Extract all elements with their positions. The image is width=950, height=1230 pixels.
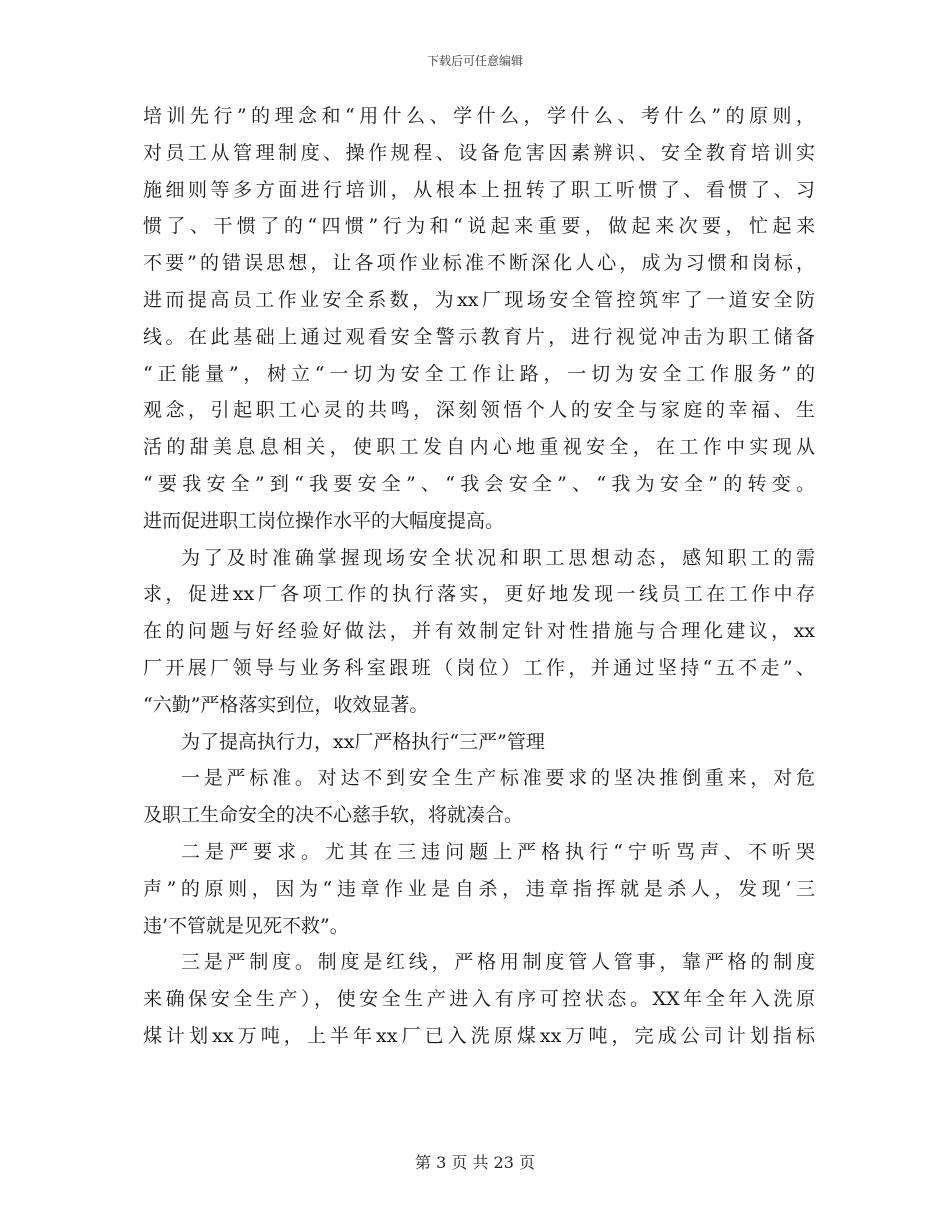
text-line: 求，促进xx厂各项工作的执行落实，更好地发现一线员工在工作中存 bbox=[143, 583, 815, 606]
text-line: 进而提高员工作业安全系数，为xx厂现场安全管控筑牢了一道安全防 bbox=[143, 288, 815, 311]
text-line: 来确保安全生产），使安全生产进入有序可控状态。XX年全年入洗原 bbox=[143, 988, 815, 1011]
text-line: 培训先行”的理念和“用什么、学什么，学什么、考什么”的原则， bbox=[143, 105, 815, 127]
text-line: 三是严制度。制度是红线，严格用制度管人管事，靠严格的制度 bbox=[181, 951, 815, 974]
text-line: 二是严要求。尤其在三违问题上严格执行“宁听骂声、不听哭 bbox=[181, 840, 815, 863]
text-line: 进而促进职工岗位操作水平的大幅度提高。 bbox=[143, 509, 505, 532]
text-line: 及职工生命安全的决不心慈手软，将就凑合。 bbox=[143, 804, 524, 827]
text-line: 为了提高执行力，xx厂严格执行“三严”管理 bbox=[181, 730, 545, 753]
page-number: 第 3 页 共 23 页 bbox=[415, 1153, 535, 1172]
text-line: 观念，引起职工心灵的共鸣，深刻领悟个人的安全与家庭的幸福、生 bbox=[143, 399, 815, 422]
text-line: 厂开展厂领导与业务科室跟班（岗位）工作，并通过坚持“五不走”、 bbox=[143, 656, 815, 679]
text-line: 为了及时准确掌握现场安全状况和职工思想动态，感知职工的需 bbox=[181, 546, 815, 569]
text-line: “要我安全”到“我要安全”、“我会安全”、“我为安全”的转变。 bbox=[143, 472, 815, 495]
text-line: 线。在此基础上通过观看安全警示教育片，进行视觉冲击为职工储备 bbox=[143, 325, 815, 348]
text-line: “六勤”严格落实到位，收效显著。 bbox=[143, 693, 429, 716]
text-line: “正能量”，树立“一切为安全工作让路，一切为安全工作服务”的 bbox=[143, 362, 815, 385]
text-line: 在的问题与好经验好做法，并有效制定针对性措施与合理化建议，xx bbox=[143, 620, 815, 643]
text-line: 煤计划xx万吨，上半年xx厂已入洗原煤xx万吨，完成公司计划指标 bbox=[143, 1024, 815, 1047]
text-line: 违’不管就是见死不救”。 bbox=[143, 914, 349, 937]
text-line: 活的甜美息息相关，使职工发自内心地重视安全，在工作中实现从 bbox=[143, 436, 815, 459]
text-line: 对员工从管理制度、操作规程、设备危害因素辨识、安全教育培训实 bbox=[143, 141, 815, 164]
text-line: 不要”的错误思想，让各项作业标准不断深化人心，成为习惯和岗标， bbox=[143, 252, 815, 275]
document-body bbox=[143, 98, 815, 1055]
text-line: 声”的原则，因为“违章作业是自杀，违章指挥就是杀人，发现‘三 bbox=[143, 877, 815, 900]
text-line: 施细则等多方面进行培训，从根本上扭转了职工听惯了、看惯了、习 bbox=[143, 178, 815, 201]
page-header: 下载后可任意编辑 bbox=[426, 54, 523, 68]
text-line: 惯了、干惯了的“四惯”行为和“说起来重要，做起来次要，忙起来 bbox=[143, 215, 815, 238]
text-line: 一是严标准。对达不到安全生产标准要求的坚决推倒重来，对危 bbox=[181, 767, 815, 790]
